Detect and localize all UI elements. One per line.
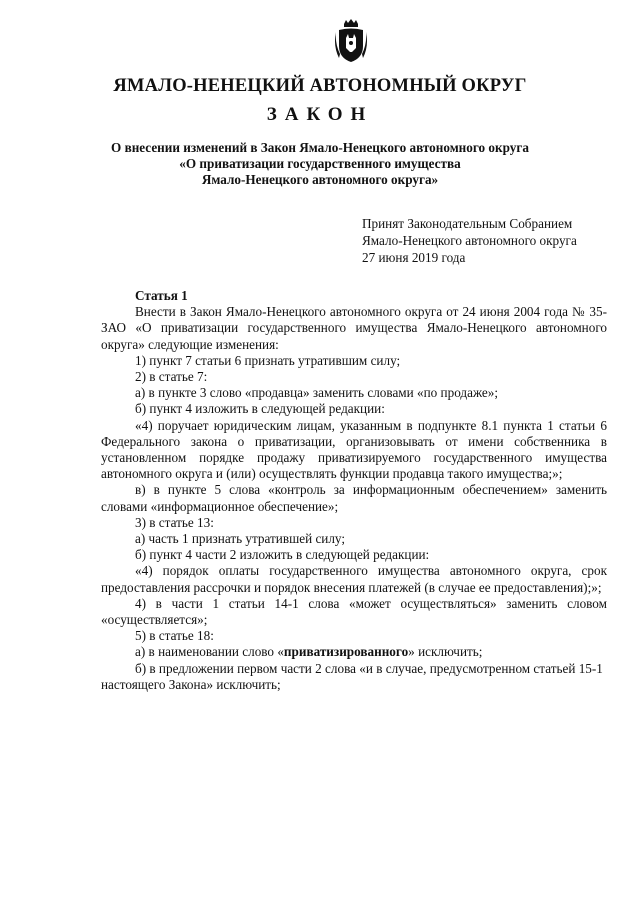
emphasized-word: приватизированного xyxy=(283,644,409,660)
paragraph: 1) пункт 7 статьи 6 признать утратившим силу; xyxy=(135,352,401,368)
paragraph: а) часть 1 признать утратившей силу; xyxy=(135,531,346,547)
paragraph: в) в пункте 5 слова «контроль за информационным обеспечением» заменить словами «информационное обеспечение»; xyxy=(101,482,607,514)
paragraph: 2) в статье 7: xyxy=(135,369,208,385)
text-span: а) в наименовании слово « xyxy=(135,644,284,660)
paragraph xyxy=(101,644,607,660)
law-title-line-2: «О приватизации государственного имущества xyxy=(179,156,461,171)
paragraph: б) пункт 4 части 2 изложить в следующей редакции: xyxy=(135,547,430,563)
region-name: ЯМАЛО-НЕНЕЦКИЙ АВТОНОМНЫЙ ОКРУГ xyxy=(113,76,527,96)
adoption-note xyxy=(362,215,632,266)
adoption-date: 27 июня 2019 года xyxy=(362,250,466,265)
law-title-line-3: Ямало-Ненецкого автономного округа» xyxy=(201,172,439,187)
paragraph: а) в пункте 3 слово «продавца» заменить словами «по продаже»; xyxy=(135,385,499,401)
paragraph: «4) поручает юридическим лицам, указанным в подпункте 8.1 пункта 1 статьи 6 Федерального закона о приватизации, организовывать от имени собственника в установленном порядке продажу приватизируемого государственного имущества автономного округа и (или) осуществлять функции продавца такого имущества;»; xyxy=(101,417,607,482)
paragraph-intro: Внести в Закон Ямало-Ненецкого автономного округа от 24 июня 2004 года № 35-ЗАО «О приватизации государственного имущества Ямало-Ненецкого автономного округа» следующие изменения: xyxy=(101,304,607,352)
paragraph: 3) в статье 13: xyxy=(135,514,214,530)
article-title: Статья 1 xyxy=(135,288,188,303)
paragraph: «4) порядок оплаты государственного имущества автономного округа, срок предоставления рассрочки и порядок внесения платежей (в случае ее предоставления);»; xyxy=(101,563,607,595)
coat-of-arms-icon xyxy=(334,18,368,64)
adoption-line-1: Принят Законодательным Собранием xyxy=(362,216,573,231)
paragraph: б) в предложении первом части 2 слова «и в случае, предусмотренном статьей 15-1 настоящего Закона» исключить; xyxy=(101,660,603,692)
paragraph: б) пункт 4 изложить в следующей редакции: xyxy=(135,401,385,417)
article-body xyxy=(101,288,607,693)
law-title-line-1: О внесении изменений в Закон Ямало-Ненецкого автономного округа xyxy=(111,140,529,155)
document-type: ЗАКОН xyxy=(266,104,374,125)
text-span: » исключить; xyxy=(408,644,483,660)
adoption-line-2: Ямало-Ненецкого автономного округа xyxy=(362,233,577,248)
law-title xyxy=(60,140,580,188)
paragraph: 5) в статье 18: xyxy=(135,628,214,644)
paragraph: 4) в части 1 статьи 14-1 слова «может осуществляться» заменить словом «осуществляется»; xyxy=(101,595,607,628)
